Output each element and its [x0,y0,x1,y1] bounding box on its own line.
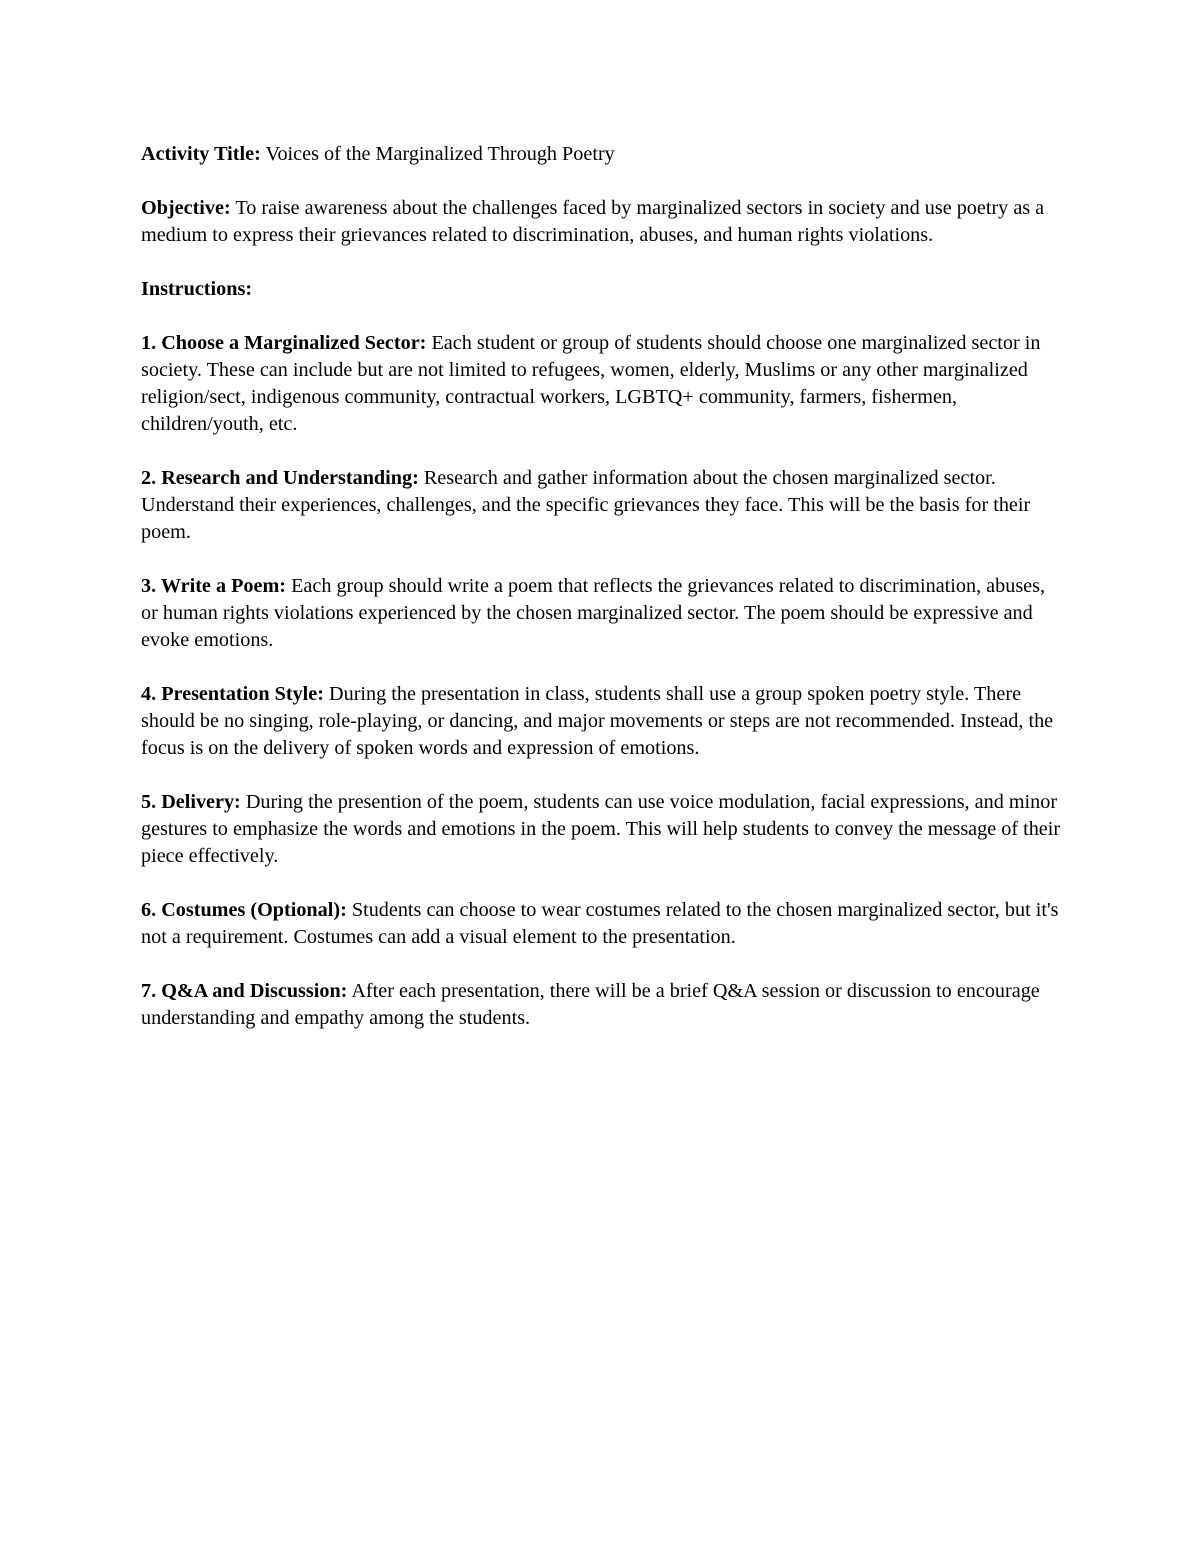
instruction-text: Each student or group of students should choose one marginalized sector in society. These can include but are not limited to refugees, women, elderly, Muslims or any other marginalized religion/sect, indigenous community, contractual workers, LGBTQ+ community, farmers, fishermen, children/youth, etc. [141,332,1041,435]
instruction-label: 1. Choose a Marginalized Sector: [141,332,427,354]
instruction-text: Each group should write a poem that reflects the grievances related to discrimination, abuses, or human rights violations experienced by the chosen marginalized sector. The poem should be expressive and evoke emotions. [141,575,1046,651]
instruction-item [141,978,1061,1032]
instruction-item [141,465,1061,546]
instruction-item [141,681,1061,762]
instruction-label: 3. Write a Poem: [141,575,287,597]
instruction-item [141,573,1061,654]
instruction-text: During the presention of the poem, students can use voice modulation, facial expressions, and minor gestures to emphasize the words and emotions in the poem. This will help students to convey the message of their piece effectively. [141,791,1061,867]
instruction-label: 6. Costumes (Optional): [141,899,347,921]
activity-title-text: Voices of the Marginalized Through Poetry [260,143,615,165]
instruction-text: Students can choose to wear costumes related to the chosen marginalized sector, but it's not a requirement. Costumes can add a visual element to the presentation. [141,899,1059,948]
instruction-item [141,897,1061,951]
instruction-text: Research and gather information about the chosen marginalized sector. Understand their experiences, challenges, and the specific grievances they face. This will be the basis for their poem. [141,467,1031,543]
document-body [141,141,1061,1059]
instruction-label: 5. Delivery: [141,791,241,813]
instruction-item [141,789,1061,870]
instruction-text: During the presentation in class, students shall use a group spoken poetry style. There should be no singing, role-playing, or dancing, and major movements or steps are not recommended. Instead, the focus is on the delivery of spoken words and expression of emotions. [141,683,1054,759]
objective-text: To raise awareness about the challenges faced by marginalized sectors in society and use poetry as a medium to express their grievances related to discrimination, abuses, and human rights violations. [141,197,1045,246]
instruction-label: 4. Presentation Style: [141,683,324,705]
objective-label: Objective: [141,197,231,219]
instruction-label: 7. Q&A and Discussion: [141,980,348,1002]
instruction-label: 2. Research and Understanding: [141,467,419,489]
activity-title [141,141,1061,168]
instructions-heading: Instructions: [141,278,253,300]
instruction-item [141,330,1061,438]
activity-title-label: Activity Title: [141,143,261,165]
objective [141,195,1061,249]
instruction-text: After each presentation, there will be a brief Q&A session or discussion to encourage understanding and empathy among the students. [141,980,1040,1029]
